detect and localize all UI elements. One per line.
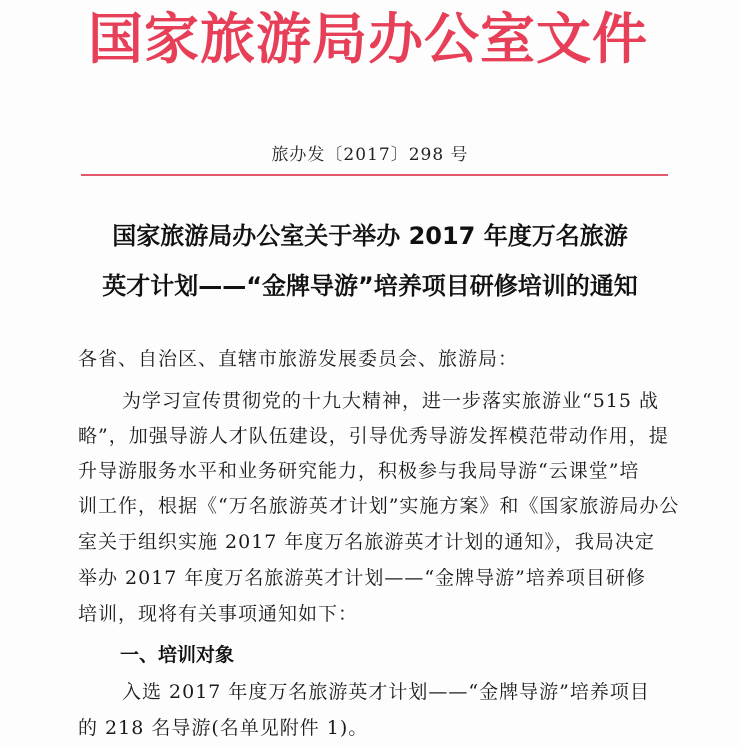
paragraph-line: 略”，加强导游人才队伍建设，引导优秀导游发挥模范带动作用，提	[78, 425, 669, 447]
salutation: 各省、自治区、直辖市旅游发展委员会、旅游局：	[78, 348, 519, 370]
red-divider-line	[81, 174, 668, 176]
section-line: 的 218 名导游(名单见附件 1)。	[78, 717, 369, 739]
paragraph-line: 培训，现将有关事项通知如下：	[78, 603, 359, 625]
section-line: 入选 2017 年度万名旅游英才计划——“金牌导游”培养项目	[122, 681, 650, 703]
paragraph-line: 训工作，根据《“万名旅游英才计划”实施方案》和《国家旅游局办公	[78, 495, 680, 517]
section-heading-training-targets: 一、培训对象	[120, 644, 235, 666]
document-header-title: 国家旅游局办公室文件	[88, 6, 649, 71]
paragraph-line: 为学习宣传贯彻党的十九大精神，进一步落实旅游业“515 战	[122, 390, 660, 412]
notice-title-line-1: 国家旅游局办公室关于举办 2017 年度万名旅游	[112, 222, 628, 250]
notice-title-line-2: 英才计划——“金牌导游”培养项目研修培训的通知	[102, 272, 638, 300]
paragraph-line: 升导游服务水平和业务研究能力，积极参与我局导游“云课堂”培	[78, 460, 640, 482]
paragraph-line: 举办 2017 年度万名旅游英才计划——“金牌导游”培养项目研修	[78, 567, 646, 589]
document-number: 旅办发〔2017〕298 号	[271, 145, 469, 165]
paragraph-line: 室关于组织实施 2017 年度万名旅游英才计划的通知》，我局决定	[78, 531, 655, 553]
